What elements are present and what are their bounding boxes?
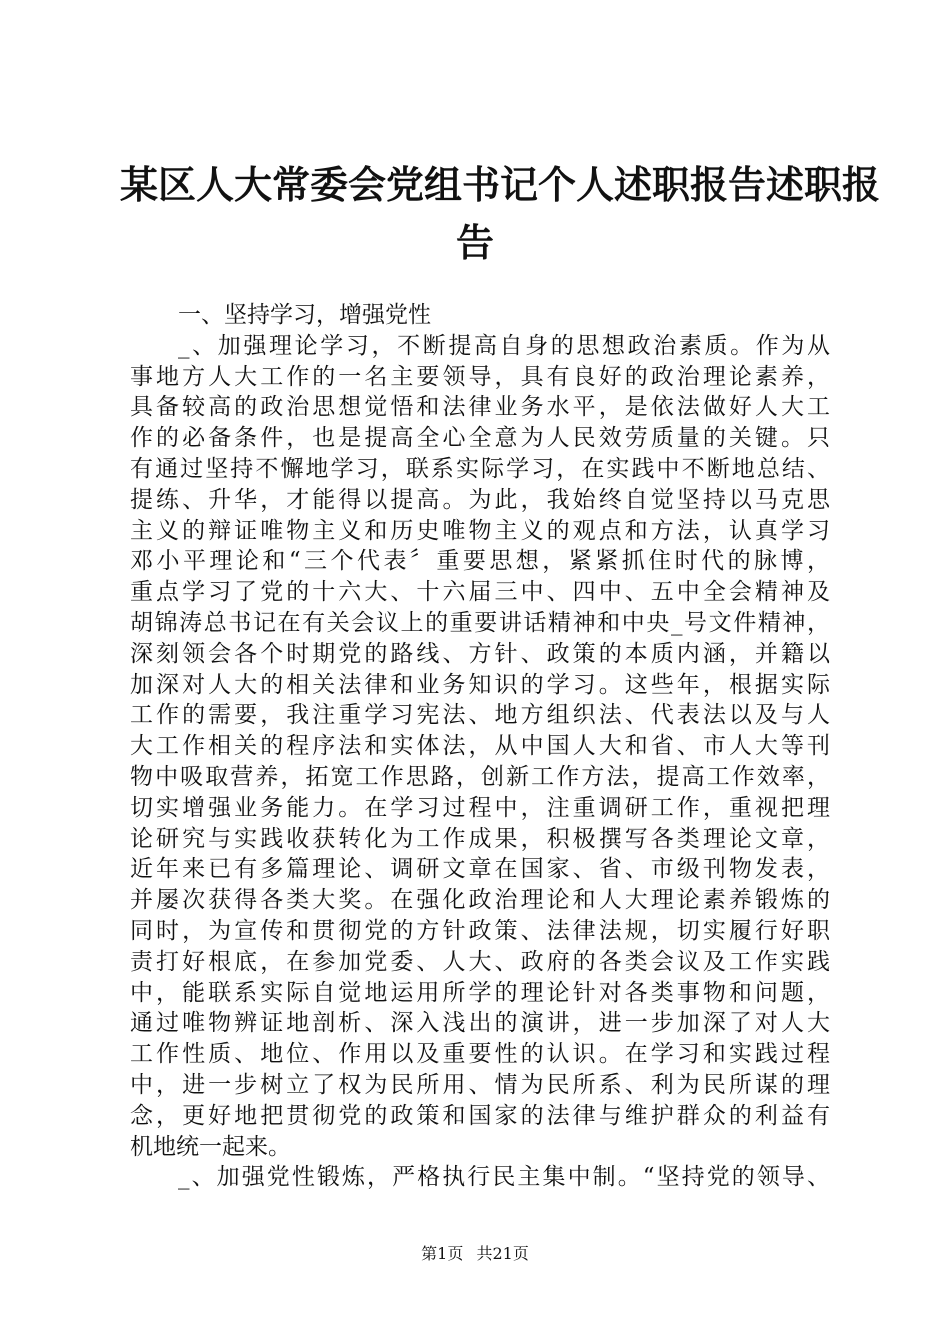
paragraph-line: 工作性质、地位、作用以及重要性的认识。在学习和实践过程	[130, 1041, 830, 1068]
paragraph-line: 同时，为宣传和贯彻党的方针政策、法律法规，切实履行好职	[130, 917, 830, 944]
paragraph-line: _、加强党性锻炼，严格执行民主集中制。“坚持党的领导、	[178, 1164, 830, 1191]
paragraph-line: 重点学习了党的十六大、十六届三中、四中、五中全会精神及	[130, 579, 830, 606]
paragraph-line: 具备较高的政治思想觉悟和法律业务水平，是依法做好人大工	[130, 394, 830, 421]
paragraph-line: 中，能联系实际自觉地运用所学的理论针对各类事物和问题，	[130, 979, 830, 1006]
paragraph-line: 物中吸取营养，拓宽工作思路，创新工作方法，提高工作效率，	[130, 763, 830, 790]
paragraph-line: 加深对人大的相关法律和业务知识的学习。这些年，根据实际	[130, 671, 830, 698]
page-total: 共21页	[476, 1244, 529, 1263]
page-number: 第1页	[421, 1244, 464, 1263]
paragraph-line: 切实增强业务能力。在学习过程中，注重调研工作，重视把理	[130, 794, 830, 821]
paragraph-line: 近年来已有多篇理论、调研文章在国家、省、市级刊物发表，	[130, 856, 830, 883]
paragraph-line: 邓小平理论和“三个代表〞重要思想，紧紧抓住时代的脉博，	[130, 548, 830, 575]
paragraph-line: 提练、升华，才能得以提高。为此，我始终自觉坚持以马克思	[130, 486, 830, 513]
paragraph-line: 作的必备条件，也是提高全心全意为人民效劳质量的关键。只	[130, 425, 830, 452]
paragraph-line: 主义的辩证唯物主义和历史唯物主义的观点和方法，认真学习	[130, 517, 830, 544]
title-line-1: 某区人大常委会党组书记个人述职报告述职报	[120, 162, 881, 207]
document-body	[130, 300, 830, 1193]
title-line-2: 告	[455, 220, 494, 265]
paragraph-line: 工作的需要，我注重学习宪法、地方组织法、代表法以及与人	[130, 702, 830, 729]
paragraph-line: 机地统一起来。	[130, 1133, 291, 1160]
paragraph-line: 有通过坚持不懈地学习，联系实际学习，在实践中不断地总结、	[130, 455, 830, 482]
section-heading: 一、坚持学习，增强党性	[178, 302, 431, 328]
paragraph-line: 通过唯物辨证地剖析、深入浅出的演讲，进一步加深了对人大	[130, 1010, 830, 1037]
paragraph-line: 中，进一步树立了权为民所用、情为民所系、利为民所谋的理	[130, 1071, 830, 1098]
document-title	[120, 156, 881, 272]
paragraph-line: 念，更好地把贯彻党的政策和国家的法律与维护群众的利益有	[130, 1102, 830, 1129]
page-footer	[0, 1243, 950, 1265]
paragraph-line: 并屡次获得各类大奖。在强化政治理论和人大理论素养锻炼的	[130, 887, 830, 914]
paragraph-line: 大工作相关的程序法和实体法，从中国人大和省、市人大等刊	[130, 733, 830, 760]
paragraph-line: 胡锦涛总书记在有关会议上的重要讲话精神和中央_号文件精神，	[130, 609, 830, 636]
paragraph-line: 论研究与实践收获转化为工作成果，积极撰写各类理论文章，	[130, 825, 830, 852]
paragraph-line: 事地方人大工作的一名主要领导，具有良好的政治理论素养，	[130, 363, 830, 390]
paragraph-line: _、加强理论学习，不断提高自身的思想政治素质。作为从	[178, 332, 830, 359]
paragraph-line: 深刻领会各个时期党的路线、方针、政策的本质内涵，并籍以	[130, 640, 830, 667]
paragraph-line: 责打好根底，在参加党委、人大、政府的各类会议及工作实践	[130, 948, 830, 975]
